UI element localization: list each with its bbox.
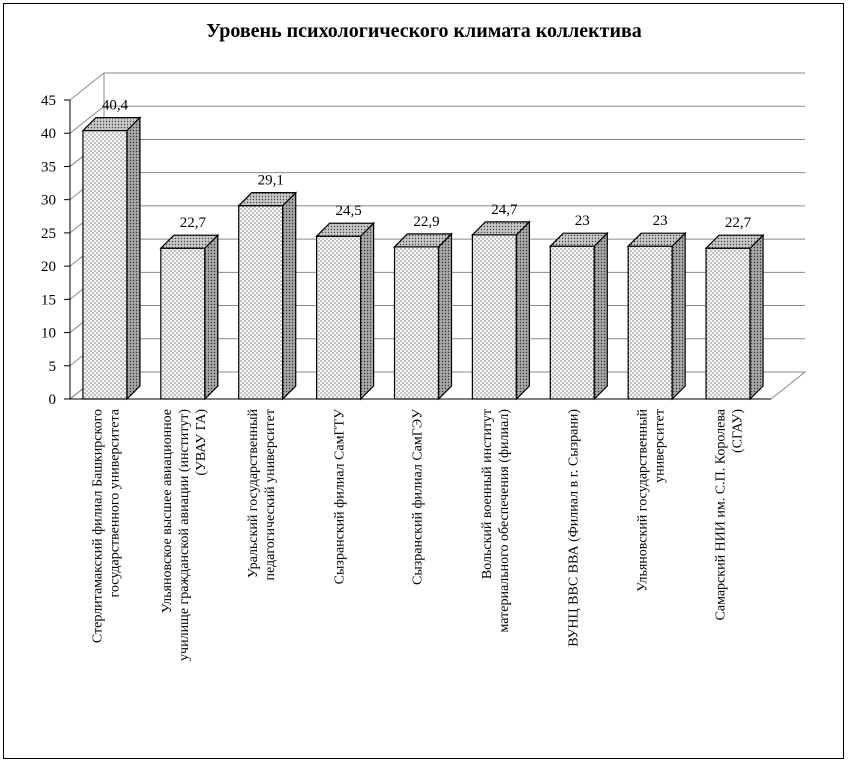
bar-front [161,248,205,399]
bar-side [127,118,140,399]
y-tick-label: 30 [41,192,56,209]
bar [628,233,685,399]
bar-front [550,246,594,399]
bar-side [672,233,685,399]
category-label-line: материального обеспечения (филиал) [496,409,512,633]
category-label-line: Сызранский филиал СамГТУ [332,409,348,585]
bar [550,233,607,399]
category-label-line: Вольский военный институт [479,409,495,580]
category-label-line: Стерлитамакский филиал Башкирского [90,409,106,644]
bar-front [317,236,361,399]
y-tick-label: 10 [41,325,56,342]
category-label-line: Ульяновское высшее авиационное [159,409,175,614]
bar [395,234,452,399]
category-label [160,409,209,661]
bar-side [750,235,763,399]
category-label-line: государственного университета [107,409,123,598]
y-tick-label: 0 [48,392,56,408]
category-label [480,409,512,633]
bar-side [205,235,218,399]
data-label: 40,4 [101,97,129,114]
bar-front [239,206,283,399]
category-label-line: педагогический университет [263,409,279,581]
category-label-line: Уральский государственный [246,409,262,579]
bar-front [83,131,127,399]
y-tick-label: 45 [41,93,56,109]
bar [317,223,374,399]
bar [83,118,140,399]
category-label-line: Самарский НИИ им. С.П. Королева [713,409,729,621]
data-label: 24,5 [335,203,362,220]
data-label: 22,7 [724,215,752,232]
bar [239,193,296,399]
category-label [411,409,426,585]
category-label-line: Сызранский филиал СамГЭУ [410,409,426,586]
category-label-line: университет [652,409,668,483]
category-label-line: училище гражданской авиации (институт) [176,409,192,661]
bar [472,222,529,399]
category-label [333,409,348,584]
y-tick-label: 25 [41,225,56,242]
category-label-line: (СГАУ) [730,409,746,454]
bar-layer [83,118,763,399]
y-tick-label: 15 [41,292,56,309]
bar-front [628,246,672,399]
bar-side [439,234,452,399]
category-label [636,409,668,592]
category-label [246,408,278,580]
chart-title: Уровень психологического климата коллектива [206,20,642,42]
gridline-depth [70,73,104,100]
category-label-line: Ульяновский государственный [635,409,651,592]
bar-front [706,248,750,399]
bar-side [283,193,296,399]
data-label: 22,9 [413,213,440,230]
data-label: 23 [652,213,668,230]
data-label: 24,7 [491,201,518,218]
y-tick-label: 20 [41,259,56,276]
category-label [714,408,746,620]
bar-side [516,222,529,399]
label-layer [102,98,752,232]
bar [161,235,218,399]
bar-side [594,233,607,399]
bar-side [361,223,374,399]
category-label [566,409,581,647]
bar-front [472,235,516,399]
bar [706,235,763,399]
data-label: 23 [574,213,590,230]
y-tick-label: 40 [41,126,56,143]
data-label: 22,7 [179,215,206,232]
y-tick-label: 5 [48,358,56,375]
data-label: 29,1 [257,172,284,189]
bar-front [395,247,439,399]
category-layer [90,408,745,661]
category-label-line: (УВАУ ГА) [193,409,209,476]
category-label-line: ВУНЦ ВВС ВВА (Филиал в г. Сызрани) [566,409,582,647]
category-label [90,408,122,643]
y-tick-label: 35 [41,159,56,176]
